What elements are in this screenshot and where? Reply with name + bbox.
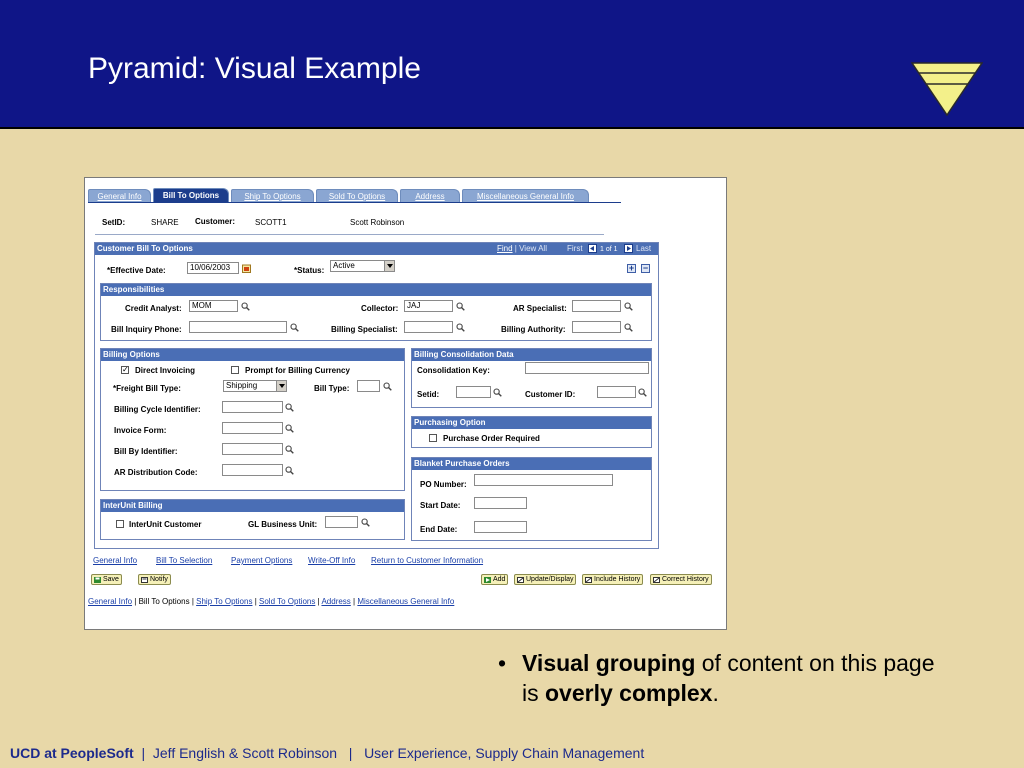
next-arrow-icon[interactable] (624, 244, 633, 253)
ar-distribution-code-label: AR Distribution Code: (114, 468, 198, 477)
po-number-label: PO Number: (420, 480, 467, 489)
update-display-icon (517, 577, 524, 583)
footer-authors: Jeff English & Scott Robinson (152, 745, 338, 761)
search-icon[interactable] (285, 466, 294, 475)
save-icon (94, 577, 101, 583)
search-icon[interactable] (241, 302, 250, 311)
link-write-off-info[interactable]: Write-Off Info (308, 556, 356, 565)
customer-id-label: Customer ID: (525, 390, 576, 399)
bill-type-field[interactable] (357, 380, 380, 392)
invoice-form-field[interactable] (222, 422, 283, 434)
customer-bill-to-options-header: Customer Bill To Options (95, 243, 658, 255)
add-button[interactable] (481, 574, 508, 585)
correct-history-label: Correct History (662, 576, 709, 583)
status-label: *Status: (294, 266, 325, 275)
link-general-info[interactable]: General Info (93, 556, 138, 565)
bottom-link-address[interactable]: Address (321, 597, 351, 606)
last-link[interactable]: Last (636, 244, 652, 253)
billing-specialist-label: Billing Specialist: (331, 325, 398, 334)
search-icon[interactable] (383, 382, 392, 391)
search-icon[interactable] (456, 323, 465, 332)
purchasing-option-header: Purchasing Option (412, 417, 651, 429)
add-icon (484, 577, 491, 583)
update-display-label: Update/Display (526, 576, 574, 583)
collector-label: Collector: (361, 304, 399, 313)
slide-title: Pyramid: Visual Example (88, 52, 421, 85)
search-icon[interactable] (456, 302, 465, 311)
blanket-purchase-orders-group (411, 457, 652, 541)
notify-icon (141, 577, 148, 583)
customer-name: Scott Robinson (350, 218, 405, 227)
billing-cycle-field[interactable] (222, 401, 283, 413)
update-display-button[interactable] (514, 574, 576, 585)
footer-separator: | (141, 745, 146, 761)
save-button[interactable] (91, 574, 122, 585)
ar-specialist-field[interactable] (572, 300, 621, 312)
bottom-link-ship-to-options[interactable]: Ship To Options (196, 597, 253, 606)
customer-id-field[interactable] (597, 386, 636, 398)
include-history-button[interactable] (582, 574, 643, 585)
start-date-field[interactable] (474, 497, 527, 509)
link-bill-to-selection[interactable]: Bill To Selection (156, 556, 213, 565)
interunit-customer-checkbox[interactable] (116, 520, 124, 528)
effective-date-label: *Effective Date: (107, 266, 166, 275)
save-label: Save (103, 576, 119, 583)
billing-authority-field[interactable] (572, 321, 621, 333)
peoplesoft-screenshot (84, 177, 727, 630)
search-icon[interactable] (624, 323, 633, 332)
search-icon[interactable] (285, 445, 294, 454)
consolidation-setid-label: Setid: (417, 390, 440, 399)
add-row-icon[interactable]: + (628, 263, 635, 273)
add-label: Add (493, 576, 506, 583)
tab-ship-to-options[interactable]: Ship To Options (231, 189, 314, 202)
bottom-link-general-info[interactable]: General Info (88, 597, 133, 606)
bottom-link-misc-general-info[interactable]: Miscellaneous General Info (357, 597, 455, 606)
consolidation-key-field[interactable] (525, 362, 649, 374)
interunit-customer-label: InterUnit Customer (129, 520, 202, 529)
customer-bill-to-options-group (94, 242, 659, 549)
header-divider (95, 234, 604, 235)
search-icon[interactable] (638, 388, 647, 397)
billing-specialist-field[interactable] (404, 321, 453, 333)
tab-bill-to-options[interactable]: Bill To Options (153, 188, 229, 202)
include-history-label: Include History (594, 576, 641, 583)
ar-distribution-code-field[interactable] (222, 464, 283, 476)
nav-separator: | (191, 597, 194, 606)
tab-sold-to-options[interactable]: Sold To Options (316, 189, 398, 202)
grid-navigation: Find | View All (497, 244, 547, 253)
billing-consolidation-group (411, 348, 652, 408)
po-required-label: Purchase Order Required (443, 434, 540, 443)
freight-bill-type-label: *Freight Bill Type: (113, 384, 181, 393)
correct-history-button[interactable] (650, 574, 712, 585)
customer-label: Customer: (195, 217, 236, 226)
link-return-to-customer[interactable]: Return to Customer Information (371, 556, 484, 565)
bullet-dot: • (498, 650, 507, 676)
view-all-link[interactable]: View All (519, 244, 547, 253)
tab-general-info[interactable]: General Info (88, 189, 151, 202)
search-icon[interactable] (624, 302, 633, 311)
search-icon[interactable] (361, 518, 370, 527)
interunit-billing-group (100, 499, 405, 540)
tab-misc-general-info[interactable]: Miscellaneous General Info (462, 189, 589, 202)
slide-title-bar (0, 0, 1024, 129)
status-value: Active (333, 261, 355, 270)
search-icon[interactable] (285, 403, 294, 412)
bill-type-label: Bill Type: (314, 384, 350, 393)
dropdown-arrow-icon[interactable] (384, 261, 394, 271)
search-icon[interactable] (285, 424, 294, 433)
setid-value: SHARE (151, 218, 179, 227)
nav-separator: | (353, 597, 356, 606)
prompt-currency-label: Prompt for Billing Currency (245, 366, 350, 375)
status-select[interactable] (330, 260, 395, 272)
billing-cycle-label: Billing Cycle Identifier: (114, 405, 201, 414)
nav-separator: | (254, 597, 257, 606)
gl-business-unit-label: GL Business Unit: (248, 520, 318, 529)
consolidation-setid-field[interactable] (456, 386, 491, 398)
collector-field[interactable]: JAJ (404, 300, 453, 312)
purchasing-option-group (411, 416, 652, 448)
billing-consolidation-header: Billing Consolidation Data (412, 349, 651, 361)
link-payment-options[interactable]: Payment Options (231, 556, 293, 565)
row-counter: 1 of 1 (600, 246, 618, 253)
consolidation-key-label: Consolidation Key: (417, 366, 490, 375)
footer-topic: User Experience, Supply Chain Management (364, 745, 645, 761)
start-date-label: Start Date: (420, 501, 461, 510)
bill-by-identifier-label: Bill By Identifier: (114, 447, 178, 456)
footer-separator: | (348, 745, 353, 761)
ar-specialist-label: AR Specialist: (513, 304, 567, 313)
blanket-purchase-orders-header: Blanket Purchase Orders (412, 458, 651, 470)
gl-business-unit-field[interactable] (325, 516, 358, 528)
notify-button[interactable] (138, 574, 171, 585)
bill-inquiry-phone-label: Bill Inquiry Phone: (111, 325, 182, 334)
footer-brand: UCD at PeopleSoft (10, 745, 134, 761)
bottom-link-sold-to-options[interactable]: Sold To Options (259, 597, 316, 606)
customer-value: SCOTT1 (255, 218, 287, 227)
po-number-field[interactable] (474, 474, 613, 486)
credit-analyst-field[interactable]: MOM (189, 300, 238, 312)
billing-options-group (100, 348, 405, 491)
end-date-field[interactable] (474, 521, 527, 533)
responsibilities-header: Responsibilities (101, 284, 651, 296)
previous-arrow-icon[interactable] (588, 244, 597, 253)
bullet-emphasis-2: overly complex (545, 680, 713, 706)
bullet-emphasis-1: Visual grouping (522, 650, 696, 676)
bottom-page-nav (88, 597, 454, 607)
setid-label: SetID: (102, 218, 126, 227)
nav-separator: | (317, 597, 320, 606)
search-icon[interactable] (290, 323, 299, 332)
billing-authority-label: Billing Authority: (501, 325, 566, 334)
tab-underline (88, 202, 621, 203)
bill-inquiry-phone-field[interactable] (189, 321, 287, 333)
search-icon[interactable] (493, 388, 502, 397)
bottom-current-bill-to-options: Bill To Options (138, 597, 190, 606)
notify-label: Notify (150, 576, 168, 583)
end-date-label: End Date: (420, 525, 458, 534)
bullet-end: . (712, 680, 719, 706)
correct-history-icon (653, 577, 660, 583)
include-history-icon (585, 577, 592, 583)
responsibilities-group (100, 283, 652, 341)
delete-row-icon[interactable]: − (642, 263, 649, 273)
prompt-currency-checkbox[interactable] (231, 366, 239, 374)
bullet-middle: of content on this page is (522, 650, 935, 706)
direct-invoicing-label: Direct Invoicing (135, 366, 196, 375)
bill-by-identifier-field[interactable] (222, 443, 283, 455)
effective-date-field[interactable]: 10/06/2003 (187, 262, 239, 274)
freight-bill-type-value: Shipping (226, 381, 258, 390)
find-link[interactable]: Find (497, 244, 513, 253)
bullet-text (522, 648, 942, 708)
slide-footer (10, 745, 644, 761)
tab-address[interactable]: Address (400, 189, 460, 202)
billing-options-header: Billing Options (101, 349, 404, 361)
dropdown-arrow-icon[interactable] (276, 381, 286, 391)
calendar-icon[interactable] (242, 264, 251, 273)
funnel-pyramid-icon (911, 62, 983, 116)
first-link[interactable]: First (567, 244, 583, 253)
nav-separator: | (134, 597, 137, 606)
credit-analyst-label: Credit Analyst: (125, 304, 182, 313)
po-required-checkbox[interactable] (429, 434, 437, 442)
interunit-billing-header: InterUnit Billing (101, 500, 404, 512)
direct-invoicing-checkbox[interactable]: ✓ (122, 365, 129, 374)
invoice-form-label: Invoice Form: (114, 426, 167, 435)
freight-bill-type-select[interactable] (223, 380, 287, 392)
